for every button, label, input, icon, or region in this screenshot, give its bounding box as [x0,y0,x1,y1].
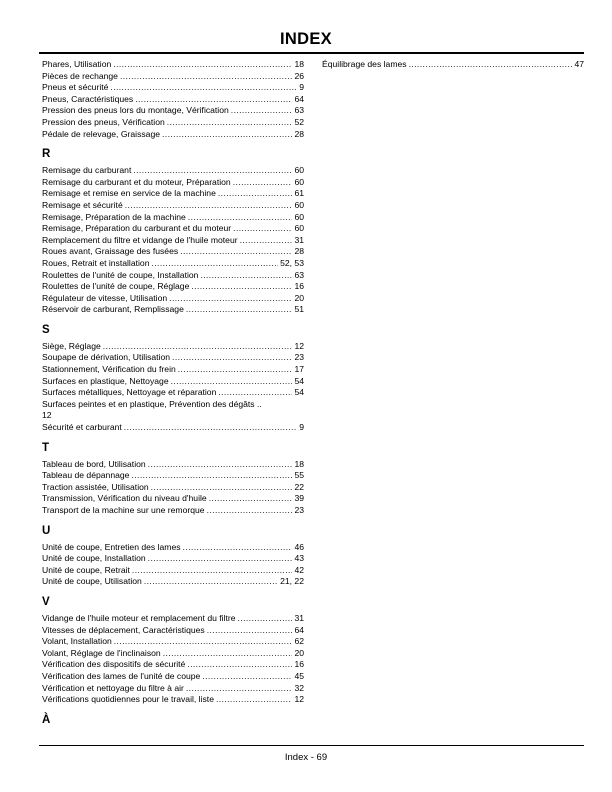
entry-leader-dots [148,459,293,471]
entry-text: Sécurité et carburant [42,422,122,433]
entry-leader-dots [169,293,292,305]
entry-page: 17 [294,364,304,375]
section-letter-v: V [42,595,50,608]
index-entry [42,117,304,129]
entry-text: Tableau de bord, Utilisation [42,458,146,469]
entry-page: 12 [294,694,304,705]
entry-text: Phares, Utilisation [42,59,112,69]
entry-page: 18 [294,458,304,469]
index-group-u [42,542,304,588]
entry-text: Traction assistée, Utilisation [42,481,149,492]
header-rule [39,52,584,54]
entry-leader-dots [186,683,293,695]
entry-text: Vérification des dispositifs de sécurité [42,659,186,670]
entry-page: 61 [294,188,304,199]
entry-leader-dots [238,613,293,625]
entry-text: Remplacement du filtre et vidange de l'huile moteur [42,234,238,245]
entry-text: Volant, Installation [42,636,112,647]
entry-text: Vitesses de déplacement, Caractéristiques [42,624,205,635]
entry-page: 45 [294,670,304,681]
entry-page: 63 [294,269,304,280]
entry-page: 62 [294,636,304,647]
entry-text: Vidange de l'huile moteur et remplacement du filtre [42,612,236,623]
index-entry [42,482,304,494]
index-entry [42,293,304,305]
entry-leader-dots [110,82,297,94]
entry-leader-dots [103,341,293,353]
entry-page: 39 [294,493,304,504]
entry-leader-dots [124,422,297,434]
entry-page: 9 [299,82,304,93]
index-column-left [42,59,304,731]
index-entry [42,683,304,695]
entry-text: Unité de coupe, Retrait [42,564,130,575]
entry-text: Pédale de relevage, Graissage [42,128,161,139]
entry-leader-dots [132,565,293,577]
entry-page: 31 [294,234,304,245]
entry-leader-dots [216,694,292,706]
entry-leader-dots [172,352,292,364]
entry-page: 20 [294,647,304,658]
entry-text: Régulateur de vitesse, Utilisation [42,292,168,303]
entry-text: Remisage et sécurité [42,199,123,210]
entry-page: 54 [294,375,304,386]
index-group-p [42,59,304,140]
entry-text: Remisage du carburant [42,165,132,176]
index-group-s [42,341,304,399]
entry-leader-dots [233,177,293,189]
section-letter-t: T [42,441,50,454]
index-entry [42,281,304,293]
entry-page: 60 [294,223,304,234]
entry-leader-dots [202,671,292,683]
index-group-e [322,59,584,71]
entry-text: Pneus, Caractéristiques [42,93,134,104]
entry-leader-dots [231,105,293,117]
entry-text: Roulettes de l'unité de coupe, Installation [42,269,199,280]
index-entry [42,82,304,94]
entry-page: 18 [294,59,304,69]
index-entry [42,648,304,660]
entry-leader-dots [233,223,292,235]
entry-text: Vérification des lames de l'unité de coupe [42,670,201,681]
index-entry [42,177,304,189]
entry-leader-dots [162,129,292,141]
index-entry [42,553,304,565]
entry-text: Roues, Retrait et installation [42,257,150,268]
entry-text: Équilibrage des lames [322,59,407,69]
entry-page: 28 [294,246,304,257]
entry-leader-dots [409,59,573,71]
entry-leader-dots [186,304,293,316]
index-entry [42,165,304,177]
section-letter-a-grave: À [42,713,51,726]
entry-text: Unité de coupe, Utilisation [42,576,142,587]
index-group-r [42,165,304,316]
entry-page: 31 [294,612,304,623]
entry-page: 64 [294,93,304,104]
entry-leader-dots [178,364,293,376]
entry-leader-dots [209,493,293,505]
entry-leader-dots [135,94,292,106]
entry-leader-dots [171,376,293,388]
entry-page: 60 [294,199,304,210]
index-entry [42,459,304,471]
entry-page: 63 [294,105,304,116]
entry-leader-dots [240,235,293,247]
entry-page: 47 [574,59,584,69]
entry-page: 12 [42,410,52,421]
index-entry [42,212,304,224]
entry-page: 60 [294,165,304,176]
entry-page: 51 [294,304,304,315]
index-entry [42,671,304,683]
index-entry [42,387,304,399]
entry-text: Pression des pneus lors du montage, Vérification [42,105,229,116]
index-entry [42,129,304,141]
index-entry [42,636,304,648]
entry-leader-dots [113,59,292,71]
section-letter-r: R [42,148,51,161]
entry-page: 20 [294,292,304,303]
index-entry [42,576,304,588]
index-entry [42,364,304,376]
entry-page: 52, 53 [280,257,304,268]
entry-text: Stationnement, Vérification du frein [42,364,176,375]
entry-page: 23 [294,505,304,515]
entry-page: 16 [294,659,304,670]
entry-text: Pièces de rechange [42,70,118,81]
index-entry [42,352,304,364]
entry-leader-dots [148,553,293,565]
entry-leader-dots [180,246,292,258]
entry-leader-dots [207,625,293,637]
entry-page: 28 [294,128,304,139]
entry-text: Unité de coupe, Entretien des lames [42,541,181,552]
entry-page: 46 [294,541,304,552]
entry-text: Remisage, Préparation du carburant et du moteur [42,223,232,234]
entry-text: Vérification et nettoyage du filtre à air [42,682,184,693]
entry-page: 12 [294,340,304,351]
entry-text: Soupape de dérivation, Utilisation [42,352,171,363]
entry-text: Remisage du carburant et du moteur, Préparation [42,176,231,187]
entry-page: 22 [294,481,304,492]
index-entry [42,659,304,671]
entry-leader-dots [125,200,293,212]
index-entry [42,246,304,258]
entry-text: Surfaces métalliques, Nettoyage et réparation [42,387,217,398]
index-entry [42,94,304,106]
index-entry [42,542,304,554]
index-entry [42,258,304,270]
index-entry [42,304,304,316]
entry-text: Remisage et remise en service de la machine [42,188,216,199]
entry-text: Vérifications quotidiennes pour le travail, liste [42,694,214,705]
entry-page: 42 [294,564,304,575]
entry-leader-dots [188,212,293,224]
index-entry [42,105,304,117]
entry-text: Volant, Réglage de l'inclinaison [42,647,161,658]
entry-page: 26 [294,70,304,81]
footer-rule [39,745,584,746]
index-entry [42,188,304,200]
entry-leader-dots [200,270,292,282]
entry-text: Pneus et sécurité [42,82,109,93]
index-entry [42,493,304,505]
entry-page: 23 [294,352,304,363]
entry-text: Tableau de dépannage [42,470,130,481]
entry-leader-dots [120,71,292,83]
entry-leader-dots [218,188,293,200]
entry-leader-dots [151,482,293,494]
index-entry [42,565,304,577]
entry-leader-dots [114,636,293,648]
index-entry [42,59,304,71]
entry-page: 21, 22 [280,576,304,587]
entry-page: 55 [294,470,304,481]
entry-page: 9 [299,422,304,433]
entry-text: Surfaces en plastique, Nettoyage [42,375,169,386]
index-entry [42,613,304,625]
entry-page: 32 [294,682,304,693]
entry-leader-dots [183,542,293,554]
index-entry-wrapped [42,399,304,422]
index-entry [42,470,304,482]
index-entry [42,71,304,83]
entry-text: Réservoir de carburant, Remplissage [42,304,184,315]
entry-leader-dots [207,505,293,517]
entry-text: Pression des pneus, Vérification [42,116,165,127]
entry-text: Transport de la machine sur une remorque [42,505,205,515]
entry-leader-dots [131,470,292,482]
entry-leader-dots [191,281,292,293]
index-entry [42,223,304,235]
index-entry [42,422,304,434]
entry-text: Roulettes de l'unité de coupe, Réglage [42,281,190,292]
entry-text: Siège, Réglage [42,340,101,351]
entry-page: 60 [294,211,304,222]
entry-page: 16 [294,281,304,292]
entry-leader-dots [163,648,293,660]
index-entry [42,235,304,247]
entry-page: 64 [294,624,304,635]
index-group-v [42,613,304,706]
index-entry [42,694,304,706]
index-column-right [322,59,584,71]
entry-page: 43 [294,553,304,564]
index-entry [42,270,304,282]
entry-page: 54 [294,387,304,398]
entry-page: 60 [294,176,304,187]
section-letter-u: U [42,524,51,537]
index-entry [42,341,304,353]
index-entry [42,625,304,637]
entry-text: Unité de coupe, Installation [42,553,146,564]
section-letter-s: S [42,323,50,336]
entry-text: Surfaces peintes et en plastique, Prévention des dégâts .. [42,398,262,409]
entry-page: 52 [294,116,304,127]
page-title: INDEX [280,30,332,48]
page-number: Index - 69 [284,752,328,763]
entry-leader-dots [133,165,292,177]
index-group-s-after [42,422,304,434]
entry-leader-dots [151,258,278,270]
index-entry [42,376,304,388]
index-entry [322,59,584,71]
entry-leader-dots [218,387,292,399]
index-group-t [42,459,304,517]
entry-leader-dots [167,117,293,129]
index-entry [42,200,304,212]
index-entry [42,505,304,517]
entry-leader-dots [187,659,292,671]
entry-text: Roues avant, Graissage des fusées [42,246,179,257]
entry-text: Transmission, Vérification du niveau d'huile [42,493,207,504]
entry-leader-dots [144,576,278,588]
entry-text: Remisage, Préparation de la machine [42,211,186,222]
